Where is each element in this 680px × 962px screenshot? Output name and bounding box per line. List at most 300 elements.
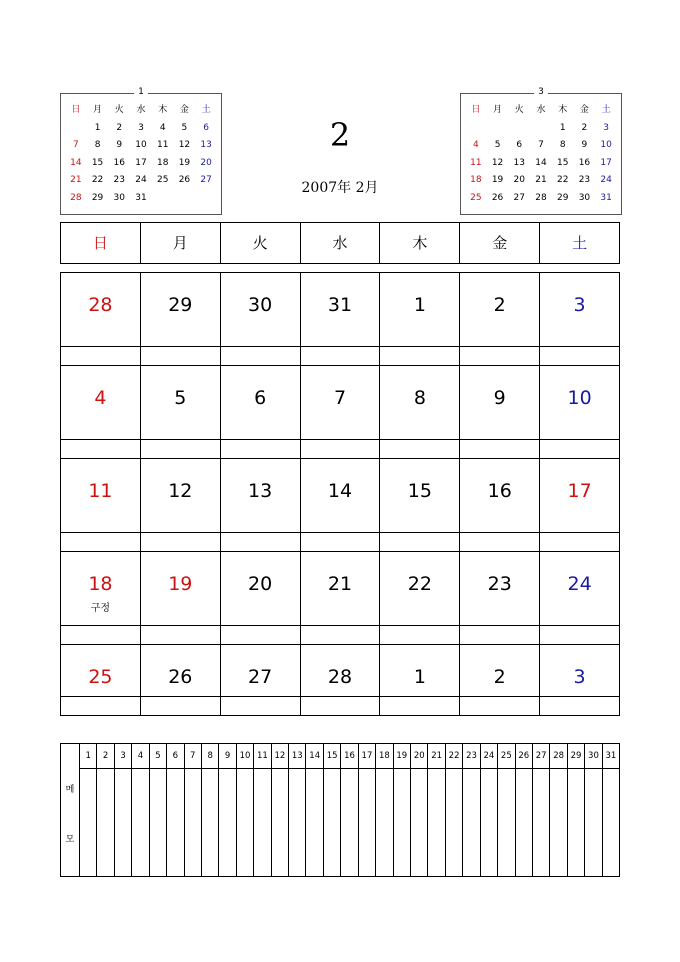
day-footer-strip bbox=[540, 696, 619, 715]
memo-day-field[interactable] bbox=[167, 769, 183, 876]
memo-day-header: 22 bbox=[446, 744, 462, 769]
memo-day-field[interactable] bbox=[376, 769, 392, 876]
mini-day bbox=[195, 190, 217, 208]
memo-day-header: 18 bbox=[376, 744, 392, 769]
weekday-header-cell: 木 bbox=[380, 223, 460, 263]
mini-day: 19 bbox=[178, 157, 191, 168]
mini-day: 28 bbox=[70, 192, 82, 203]
calendar-day-cell[interactable] bbox=[301, 552, 381, 644]
memo-day-field[interactable] bbox=[289, 769, 305, 876]
mini-day: 9 bbox=[116, 140, 123, 150]
day-content-area bbox=[380, 366, 459, 439]
mini-day: 20 bbox=[513, 175, 525, 185]
day-content-area bbox=[301, 645, 380, 696]
mini-day: 17 bbox=[600, 157, 612, 168]
memo-day-header: 6 bbox=[167, 744, 183, 769]
memo-day-field[interactable] bbox=[202, 769, 218, 876]
memo-day-column bbox=[585, 744, 602, 876]
weekday-header-cell: 金 bbox=[460, 223, 540, 263]
memo-day-column bbox=[306, 744, 323, 876]
mini-weekday-header: 水 bbox=[536, 105, 546, 115]
calendar-day-cell[interactable] bbox=[540, 552, 619, 644]
mini-weekday-header: 日 bbox=[471, 105, 481, 115]
memo-day-column bbox=[132, 744, 149, 876]
memo-day-field[interactable] bbox=[411, 769, 427, 876]
day-number: 1 bbox=[413, 294, 426, 316]
memo-day-column bbox=[516, 744, 533, 876]
mini-day: 17 bbox=[135, 157, 147, 168]
mini-day: 26 bbox=[178, 175, 191, 185]
calendar-day-cell[interactable] bbox=[380, 459, 460, 551]
day-number: 10 bbox=[567, 387, 592, 409]
day-footer-strip bbox=[141, 439, 220, 458]
day-number: 23 bbox=[487, 573, 512, 595]
mini-day: 1 bbox=[94, 122, 101, 133]
mini-day: 30 bbox=[113, 192, 125, 203]
memo-day-header: 30 bbox=[585, 744, 601, 769]
mini-calendar-prev-grid bbox=[65, 102, 217, 207]
calendar-day-cell[interactable] bbox=[301, 366, 381, 458]
mini-weekday-header: 木 bbox=[158, 105, 168, 115]
memo-day-header: 2 bbox=[97, 744, 113, 769]
calendar-day-cell[interactable] bbox=[380, 366, 460, 458]
memo-day-field[interactable] bbox=[516, 769, 532, 876]
weekday-header-cell: 月 bbox=[141, 223, 221, 263]
day-content-area bbox=[141, 645, 220, 696]
calendar-week-row bbox=[61, 645, 619, 715]
day-number: 20 bbox=[248, 573, 273, 595]
memo-day-header: 15 bbox=[324, 744, 340, 769]
memo-day-field[interactable] bbox=[254, 769, 270, 876]
day-content-area bbox=[61, 273, 140, 346]
memo-day-header: 28 bbox=[550, 744, 566, 769]
day-footer-strip bbox=[540, 625, 619, 644]
calendar-day-cell[interactable] bbox=[301, 645, 381, 715]
mini-day: 31 bbox=[135, 192, 147, 203]
memo-day-column bbox=[254, 744, 271, 876]
mini-day: 26 bbox=[491, 192, 504, 203]
mini-day: 24 bbox=[135, 175, 147, 185]
memo-day-column bbox=[115, 744, 132, 876]
memo-day-field[interactable] bbox=[80, 769, 96, 876]
calendar-day-cell[interactable] bbox=[141, 366, 221, 458]
memo-day-header: 14 bbox=[306, 744, 322, 769]
memo-day-field[interactable] bbox=[237, 769, 253, 876]
day-footer-strip bbox=[460, 696, 539, 715]
mini-day: 4 bbox=[159, 122, 166, 133]
day-number: 22 bbox=[407, 573, 432, 595]
mini-day: 23 bbox=[113, 175, 125, 185]
memo-day-column bbox=[185, 744, 202, 876]
mini-day bbox=[65, 120, 87, 138]
day-content-area bbox=[301, 366, 380, 439]
mini-day bbox=[508, 120, 530, 138]
memo-day-field[interactable] bbox=[533, 769, 549, 876]
calendar-grid bbox=[60, 272, 620, 716]
calendar-day-cell[interactable] bbox=[380, 552, 460, 644]
mini-day: 13 bbox=[513, 157, 525, 168]
day-footer-strip bbox=[301, 439, 380, 458]
mini-day: 12 bbox=[491, 157, 504, 168]
memo-day-field[interactable] bbox=[359, 769, 375, 876]
memo-day-column bbox=[394, 744, 411, 876]
mini-day: 10 bbox=[135, 140, 147, 150]
day-number: 2 bbox=[493, 666, 506, 688]
day-number: 8 bbox=[413, 387, 426, 409]
mini-day: 15 bbox=[91, 157, 104, 168]
day-footer-strip bbox=[221, 696, 300, 715]
memo-day-field[interactable] bbox=[550, 769, 566, 876]
day-number: 26 bbox=[168, 666, 193, 688]
mini-day: 25 bbox=[470, 192, 482, 203]
memo-day-column bbox=[167, 744, 184, 876]
memo-day-column bbox=[603, 744, 619, 876]
day-footer-strip bbox=[141, 625, 220, 644]
calendar-day-cell[interactable] bbox=[460, 645, 540, 715]
memo-label-char-2: 모 bbox=[65, 835, 75, 845]
calendar-day-cell[interactable] bbox=[540, 366, 619, 458]
day-content-area bbox=[460, 459, 539, 532]
day-number: 6 bbox=[254, 387, 267, 409]
calendar-day-cell[interactable] bbox=[460, 459, 540, 551]
memo-day-column bbox=[568, 744, 585, 876]
mini-day: 10 bbox=[600, 140, 612, 150]
day-footer-strip bbox=[221, 625, 300, 644]
weekday-header-cell: 水 bbox=[301, 223, 381, 263]
calendar-day-cell[interactable] bbox=[61, 366, 141, 458]
memo-day-field[interactable] bbox=[463, 769, 479, 876]
memo-day-field[interactable] bbox=[498, 769, 514, 876]
calendar-week-row bbox=[61, 366, 619, 459]
calendar-day-cell[interactable] bbox=[221, 366, 301, 458]
calendar-day-cell[interactable] bbox=[380, 273, 460, 365]
day-number: 27 bbox=[248, 666, 273, 688]
mini-day: 5 bbox=[494, 140, 501, 150]
memo-day-field[interactable] bbox=[97, 769, 113, 876]
calendar-day-cell[interactable] bbox=[61, 459, 141, 551]
memo-day-field[interactable] bbox=[341, 769, 357, 876]
day-footer-strip bbox=[460, 439, 539, 458]
calendar-day-cell[interactable] bbox=[540, 645, 619, 715]
mini-day bbox=[487, 120, 509, 138]
mini-day: 18 bbox=[470, 175, 482, 185]
day-number: 29 bbox=[168, 294, 193, 316]
day-content-area bbox=[460, 366, 539, 439]
day-number: 3 bbox=[573, 294, 586, 316]
day-number: 30 bbox=[248, 294, 273, 316]
day-content-area bbox=[540, 645, 619, 696]
memo-day-header: 17 bbox=[359, 744, 375, 769]
memo-day-header: 24 bbox=[481, 744, 497, 769]
calendar-day-cell[interactable] bbox=[460, 366, 540, 458]
mini-day: 15 bbox=[556, 157, 569, 168]
mini-calendar-prev bbox=[60, 87, 222, 215]
mini-weekday-header: 月 bbox=[93, 105, 103, 115]
weekday-header-cell: 日 bbox=[61, 223, 141, 263]
mini-day: 7 bbox=[72, 140, 79, 150]
day-number: 14 bbox=[327, 480, 353, 502]
memo-day-field[interactable] bbox=[481, 769, 497, 876]
mini-day: 31 bbox=[600, 192, 612, 203]
day-content-area bbox=[61, 645, 140, 696]
day-footer-strip bbox=[540, 532, 619, 551]
day-number: 18 bbox=[88, 573, 113, 595]
day-content-area bbox=[61, 459, 140, 532]
mini-day: 25 bbox=[156, 175, 169, 185]
day-number: 24 bbox=[567, 573, 592, 595]
memo-table bbox=[60, 743, 620, 877]
day-number: 11 bbox=[88, 480, 113, 502]
memo-day-column bbox=[289, 744, 306, 876]
day-footer-strip bbox=[221, 532, 300, 551]
memo-day-column bbox=[202, 744, 219, 876]
memo-day-header: 1 bbox=[80, 744, 96, 769]
day-footer-strip bbox=[460, 346, 539, 365]
memo-day-header: 13 bbox=[289, 744, 305, 769]
memo-day-header: 31 bbox=[603, 744, 619, 769]
day-number: 2 bbox=[493, 294, 506, 316]
calendar-day-cell[interactable] bbox=[61, 273, 141, 365]
mini-day: 14 bbox=[535, 157, 547, 168]
day-number: 15 bbox=[407, 480, 432, 502]
memo-day-field[interactable] bbox=[568, 769, 584, 876]
mini-weekday-header: 水 bbox=[136, 105, 146, 115]
calendar-day-cell[interactable] bbox=[380, 645, 460, 715]
mini-day: 3 bbox=[603, 122, 609, 133]
day-footer-strip bbox=[380, 696, 459, 715]
day-note: 구정 bbox=[90, 603, 111, 614]
calendar-week-row bbox=[61, 552, 619, 645]
memo-day-field[interactable] bbox=[132, 769, 148, 876]
calendar-day-cell[interactable] bbox=[221, 273, 301, 365]
memo-day-header: 25 bbox=[498, 744, 514, 769]
day-number: 17 bbox=[567, 480, 592, 502]
memo-day-column bbox=[359, 744, 376, 876]
memo-day-header: 23 bbox=[463, 744, 479, 769]
memo-day-header: 29 bbox=[568, 744, 584, 769]
day-content-area bbox=[380, 645, 459, 696]
calendar-day-cell[interactable] bbox=[221, 645, 301, 715]
memo-day-field[interactable] bbox=[603, 769, 619, 876]
calendar-day-cell[interactable] bbox=[221, 459, 301, 551]
mini-day: 27 bbox=[513, 192, 525, 203]
day-number: 7 bbox=[333, 387, 347, 409]
day-footer-strip bbox=[141, 696, 220, 715]
day-content-area bbox=[221, 459, 300, 532]
memo-day-field[interactable] bbox=[585, 769, 601, 876]
memo-day-column bbox=[533, 744, 550, 876]
memo-day-field[interactable] bbox=[306, 769, 322, 876]
calendar-day-cell[interactable] bbox=[460, 552, 540, 644]
day-footer-strip bbox=[61, 696, 140, 715]
memo-day-column bbox=[376, 744, 393, 876]
memo-day-field[interactable] bbox=[446, 769, 462, 876]
day-content-area bbox=[141, 552, 220, 625]
memo-day-field[interactable] bbox=[185, 769, 201, 876]
memo-day-field[interactable] bbox=[115, 769, 131, 876]
mini-day: 19 bbox=[491, 175, 504, 185]
day-footer-strip bbox=[61, 346, 140, 365]
calendar-day-cell[interactable] bbox=[61, 552, 141, 644]
mini-day: 3 bbox=[138, 122, 144, 133]
mini-weekday-header: 火 bbox=[114, 105, 124, 115]
day-footer-strip bbox=[460, 532, 539, 551]
day-content-area bbox=[540, 366, 619, 439]
day-number: 28 bbox=[327, 666, 353, 688]
mini-day: 18 bbox=[156, 157, 169, 168]
memo-day-field[interactable] bbox=[394, 769, 410, 876]
mini-day: 1 bbox=[559, 122, 566, 133]
mini-weekday-header: 月 bbox=[493, 105, 503, 115]
day-content-area bbox=[301, 459, 380, 532]
day-number: 12 bbox=[168, 480, 193, 502]
day-footer-strip bbox=[380, 532, 459, 551]
calendar-day-cell[interactable] bbox=[540, 273, 619, 365]
mini-calendar-next-month: 3 bbox=[534, 87, 548, 97]
day-footer-strip bbox=[380, 625, 459, 644]
mini-day: 2 bbox=[581, 122, 588, 133]
memo-columns bbox=[80, 744, 619, 876]
calendar-day-cell[interactable] bbox=[141, 645, 221, 715]
day-number: 19 bbox=[168, 573, 193, 595]
day-content-area bbox=[460, 273, 539, 346]
mini-day: 30 bbox=[578, 192, 591, 203]
memo-label bbox=[61, 744, 80, 876]
memo-day-header: 7 bbox=[185, 744, 201, 769]
day-footer-strip bbox=[141, 346, 220, 365]
memo-day-column bbox=[150, 744, 167, 876]
day-content-area bbox=[380, 459, 459, 532]
mini-day: 6 bbox=[203, 122, 209, 133]
mini-day: 22 bbox=[556, 175, 569, 185]
day-number: 28 bbox=[88, 294, 113, 316]
memo-day-field[interactable] bbox=[150, 769, 166, 876]
day-number: 13 bbox=[248, 480, 273, 502]
calendar-week-row bbox=[61, 273, 619, 366]
memo-day-column bbox=[80, 744, 97, 876]
calendar-day-cell[interactable] bbox=[460, 273, 540, 365]
calendar-day-cell[interactable] bbox=[141, 273, 221, 365]
memo-day-column bbox=[341, 744, 358, 876]
mini-day: 20 bbox=[200, 157, 212, 168]
day-footer-strip bbox=[460, 625, 539, 644]
memo-day-column bbox=[411, 744, 428, 876]
mini-calendar-prev-month: 1 bbox=[134, 87, 148, 97]
memo-day-field[interactable] bbox=[324, 769, 340, 876]
day-number: 1 bbox=[413, 666, 426, 688]
mini-day: 5 bbox=[181, 122, 188, 133]
mini-weekday-header: 木 bbox=[558, 105, 568, 115]
mini-day: 7 bbox=[538, 140, 544, 150]
mini-day: 27 bbox=[200, 175, 212, 185]
calendar-day-cell[interactable] bbox=[61, 645, 141, 715]
calendar-day-cell[interactable] bbox=[221, 552, 301, 644]
calendar-day-cell[interactable] bbox=[141, 552, 221, 644]
day-content-area bbox=[380, 273, 459, 346]
day-footer-strip bbox=[380, 439, 459, 458]
memo-day-column bbox=[219, 744, 236, 876]
memo-day-column bbox=[498, 744, 515, 876]
day-content-area bbox=[221, 273, 300, 346]
mini-day: 16 bbox=[113, 157, 125, 168]
day-footer-strip bbox=[61, 439, 140, 458]
memo-day-field[interactable] bbox=[428, 769, 444, 876]
day-footer-strip bbox=[221, 439, 300, 458]
memo-day-field[interactable] bbox=[219, 769, 235, 876]
calendar-day-cell[interactable] bbox=[301, 273, 381, 365]
day-content-area bbox=[61, 552, 140, 625]
day-footer-strip bbox=[301, 696, 380, 715]
day-footer-strip bbox=[221, 346, 300, 365]
day-footer-strip bbox=[301, 532, 380, 551]
mini-day: 22 bbox=[91, 175, 104, 185]
mini-day: 11 bbox=[470, 157, 482, 168]
day-content-area bbox=[380, 552, 459, 625]
day-number: 3 bbox=[573, 666, 586, 688]
memo-day-header: 4 bbox=[132, 744, 148, 769]
day-content-area bbox=[141, 273, 220, 346]
mini-day: 23 bbox=[578, 175, 591, 185]
calendar-day-cell[interactable] bbox=[301, 459, 381, 551]
memo-day-header: 26 bbox=[516, 744, 532, 769]
mini-day bbox=[530, 120, 552, 138]
mini-day: 13 bbox=[200, 140, 212, 150]
memo-day-column bbox=[428, 744, 445, 876]
day-footer-strip bbox=[141, 532, 220, 551]
mini-day: 2 bbox=[116, 122, 123, 133]
day-content-area bbox=[540, 459, 619, 532]
day-content-area bbox=[141, 459, 220, 532]
mini-weekday-header: 金 bbox=[579, 105, 589, 115]
memo-day-header: 5 bbox=[150, 744, 166, 769]
mini-calendar-next-grid bbox=[465, 102, 617, 207]
day-number: 16 bbox=[487, 480, 512, 502]
mini-day: 11 bbox=[156, 140, 169, 150]
day-number: 31 bbox=[327, 294, 353, 316]
day-footer-strip bbox=[61, 625, 140, 644]
calendar-day-cell[interactable] bbox=[141, 459, 221, 551]
memo-day-header: 12 bbox=[272, 744, 288, 769]
day-footer-strip bbox=[380, 346, 459, 365]
mini-day: 28 bbox=[535, 192, 547, 203]
memo-day-header: 21 bbox=[428, 744, 444, 769]
day-number: 21 bbox=[327, 573, 353, 595]
mini-day: 12 bbox=[178, 140, 191, 150]
memo-day-header: 3 bbox=[115, 744, 131, 769]
day-number: 5 bbox=[174, 387, 187, 409]
mini-day: 29 bbox=[556, 192, 569, 203]
page-title-month: 2 bbox=[329, 116, 351, 154]
day-number: 4 bbox=[94, 387, 107, 409]
mini-day: 14 bbox=[70, 157, 82, 168]
day-content-area bbox=[61, 366, 140, 439]
calendar-day-cell[interactable] bbox=[540, 459, 619, 551]
day-content-area bbox=[221, 552, 300, 625]
day-content-area bbox=[221, 645, 300, 696]
mini-weekday-header: 日 bbox=[71, 105, 81, 115]
weekday-header-cell: 土 bbox=[572, 234, 588, 252]
day-content-area bbox=[540, 273, 619, 346]
mini-day bbox=[465, 120, 487, 138]
memo-day-header: 11 bbox=[254, 744, 270, 769]
day-content-area bbox=[540, 552, 619, 625]
day-content-area bbox=[301, 552, 380, 625]
memo-day-column bbox=[550, 744, 567, 876]
mini-calendar-next bbox=[460, 87, 622, 215]
memo-day-field[interactable] bbox=[272, 769, 288, 876]
memo-day-header: 16 bbox=[341, 744, 357, 769]
memo-day-column bbox=[237, 744, 254, 876]
